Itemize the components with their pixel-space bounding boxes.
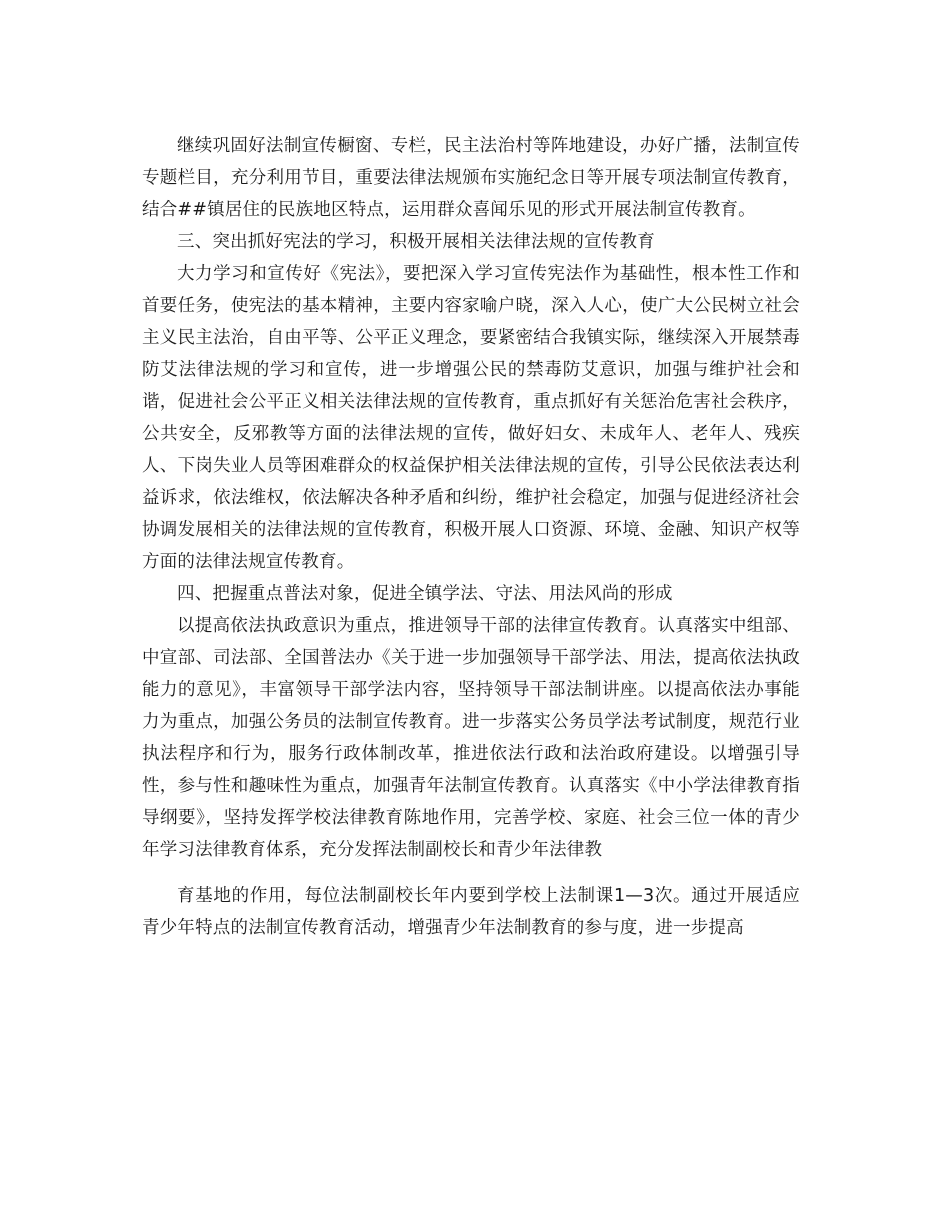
section-heading-four: 四、把握重点普法对象，促进全镇学法、守法、用法风尚的形成 (177, 584, 673, 604)
paragraph-key-targets: 以提高依法执政意识为重点，推进领导干部的法律宣传教育。认真落实中组部、中宣部、司法部、全国普法办《关于进一步加强领导干部学法、用法，提高依法执政能力的意见》，丰富领导干部学法内容，坚持领导干部法制讲座。以提高依法办事能力为重点，加强公务员的法制宣传教育。进一步落实公务员学法考试制度，规范行业执法程序和行为，服务行政体制改革，推进依法行政和法治政府建设。以增强引导性，参与性和趣味性为重点，加强青年法制宣传教育。认真落实《中小学法律教育指导纲要》，坚持发挥学校法律教育陈地作用，完善学校、家庭、社会三位一体的青少年学习法律教育体系，充分发挥法制副校长和青少年法律教 (142, 616, 800, 860)
paragraph-publicity-positions: 继续巩固好法制宣传橱窗、专栏，民主法治村等阵地建设，办好广播，法制宣传专题栏目，充分利用节目，重要法律法规颁布实施纪念日等开展专项法制宣传教育，结合##镇居住的民族地区特点，运用群众喜闻乐见的形式开展法制宣传教育。 (142, 136, 800, 220)
paragraph-education-base: 育基地的作用，每位法制副校长年内要到学校上法制课1—3次。通过开展适应青少年特点的法制宣传教育活动，增强青少年法制教育的参与度，进一步提高 (142, 886, 800, 938)
section-heading-three: 三、突出抓好宪法的学习，积极开展相关法律法规的宣传教育 (177, 232, 655, 252)
document-body (142, 130, 800, 944)
paragraph-constitution-study: 大力学习和宣传好《宪法》，要把深入学习宣传宪法作为基础性，根本性工作和首要任务，使宪法的基本精神，主要内容家喻户晓，深入人心，使广大公民树立社会主义民主法治，自由平等、公平正义理念，要紧密结合我镇实际，继续深入开展禁毒防艾法律法规的学习和宣传，进一步增强公民的禁毒防艾意识，加强与维护社会和谐，促进社会公平正义相关法律法规的宣传教育，重点抓好有关惩治危害社会秩序，公共安全，反邪教等方面的法律法规的宣传，做好妇女、未成年人、老年人、残疾人、下岗失业人员等困难群众的权益保护相关法律法规的宣传，引导公民依法表达利益诉求，依法维权，依法解决各种矛盾和纠纷，维护社会稳定，加强与促进经济社会协调发展相关的法律法规的宣传教育，积极开展人口资源、环境、金融、知识产权等方面的法律法规宣传教育。 (142, 264, 800, 572)
